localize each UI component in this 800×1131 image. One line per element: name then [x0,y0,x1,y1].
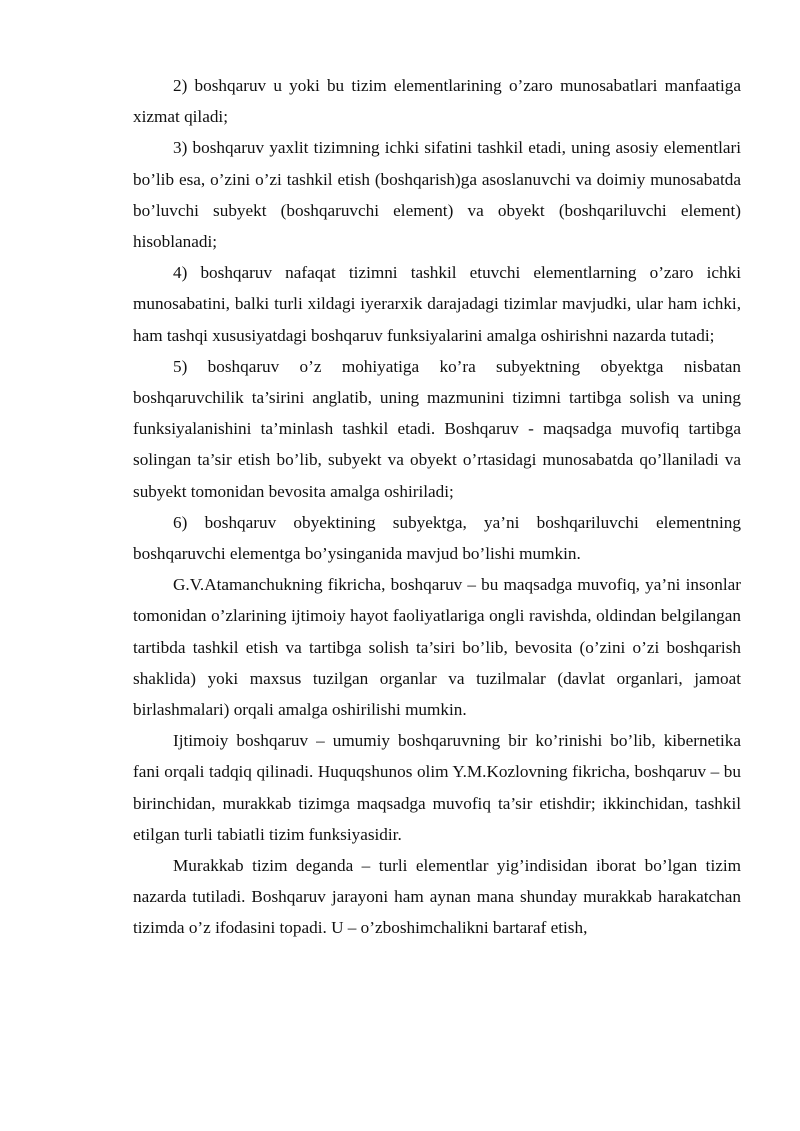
paragraph-item-3: 3) boshqaruv yaxlit tizimning ichki sifatini tashkil etadi, uning asosiy elementlari bo’lib esa, o’zini o’zi tashkil etish (boshqarish)ga asoslanuvchi va doimiy munosabatda bo’luvchi subyekt (boshqaruvchi element) va obyekt (boshqariluvchi element) hisoblanadi; [133,138,741,252]
paragraph-atamanchuk-definition: G.V.Atamanchukning fikricha, boshqaruv – bu maqsadga muvofiq, ya’ni insonlar tomonidan o’zlarining ijtimoiy hayot faoliyatlariga ongli ravishda, oldindan belgilangan tartibda tashkil etish va tartibga solish ta’siri bo’lib, bevosita (o’zini o’zi boshqarish shaklida) yoki maxsus tuzilgan organlar va tuzilmalar (davlat organlari, jamoat birlashmalari) orqali amalga oshirilishi mumkin. [133,575,741,720]
paragraph-item-4: 4) boshqaruv nafaqat tizimni tashkil etuvchi elementlarning o’zaro ichki munosabatini, balki turli xildagi iyerarxik darajadagi tizimlar mavjudki, ular ham ichki, ham tashqi xususiyatdagi boshqaruv funksiyalarini amalga oshirishni nazarda tutadi; [133,263,741,345]
paragraph-complex-system: Murakkab tizim deganda – turli elementlar yig’indisidan iborat bo’lgan tizim nazarda tutiladi. Boshqaruv jarayoni ham aynan mana shunday murakkab harakatchan tizimda o’z ifodasini topadi. U – o’zboshimchalikni bartaraf etish, [133,856,741,938]
paragraph-item-5: 5) boshqaruv o’z mohiyatiga ko’ra subyektning obyektga nisbatan boshqaruvchilik ta’sirini anglatib, uning mazmunini tizimni tartibga solish va uning funksiyalanishini ta’minlash tashkil etadi. Boshqaruv - maqsadga muvofiq tartibga solingan ta’sir etish bo’lib, subyekt va obyekt o’rtasidagi munosabatda qo’llaniladi va subyekt tomonidan bevosita amalga oshiriladi; [133,356,741,501]
paragraph-item-2: 2) boshqaruv u yoki bu tizim elementlarining o’zaro munosabatlari manfaatiga xizmat qiladi; [133,76,741,127]
paragraph-social-management: Ijtimoiy boshqaruv – umumiy boshqaruvning bir ko’rinishi bo’lib, kibernetika fani orqali tadqiq qilinadi. Huquqshunos olim Y.M.Kozlovning fikricha, boshqaruv – bu birinchidan, murakkab tizimga maqsadga muvofiq ta’sir etishdir; ikkinchidan, tashkil etilgan turli tabiatli tizim funksiyasidir. [133,731,741,844]
document-body [133,70,741,944]
paragraph-item-6: 6) boshqaruv obyektining subyektga, ya’ni boshqariluvchi elementning boshqaruvchi elementga bo’ysinganida mavjud bo’lishi mumkin. [133,512,741,564]
